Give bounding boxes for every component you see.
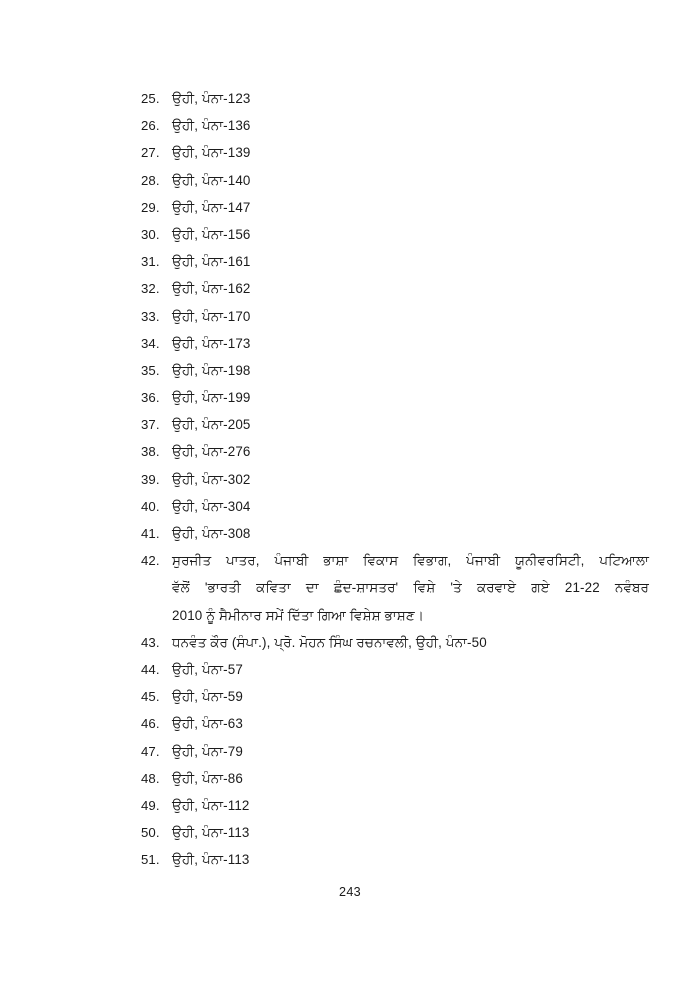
word: ਗਏ: [531, 580, 550, 596]
word: 'ਤੇ: [450, 580, 462, 596]
endnote-number: 33.: [141, 308, 160, 324]
endnote-text: ਉਹੀ, ਪੰਨਾ-136: [172, 118, 251, 134]
endnote-entry: [141, 303, 621, 330]
endnote-number: 46.: [141, 716, 160, 732]
endnote-entry: [141, 330, 621, 357]
endnote-number: 47.: [141, 743, 160, 759]
endnote-number: 35.: [141, 362, 160, 378]
endnote-text: ਉਹੀ, ਪੰਨਾ-205: [172, 417, 251, 433]
endnote-text: ਉਹੀ, ਪੰਨਾ-199: [172, 390, 251, 406]
endnote-entry: [141, 629, 621, 656]
endnote-number: 34.: [141, 335, 160, 351]
word: ਭਾਸ਼ਾ: [323, 553, 349, 569]
word: ਕਰਵਾਏ: [476, 580, 517, 596]
endnote-number: 27.: [141, 145, 160, 161]
endnote-number: 37.: [141, 417, 160, 433]
word: ਪਾਤਰ,: [225, 553, 260, 569]
endnote-number: 43.: [141, 634, 160, 650]
endnote-number: 41.: [141, 526, 160, 541]
endnote-number: 29.: [141, 199, 160, 215]
word: ਪੰਜਾਬੀ: [274, 553, 309, 569]
word: 21-22: [564, 580, 600, 596]
endnote-text: ਉਹੀ, ਪੰਨਾ-112: [172, 797, 250, 813]
endnote-entry: [141, 466, 621, 493]
word: ਸੁਰਜੀਤ: [172, 553, 212, 569]
endnote-text: ਉਹੀ, ਪੰਨਾ-59: [172, 689, 243, 705]
endnote-entry: [141, 683, 621, 710]
endnote-text: ਉਹੀ, ਪੰਨਾ-86: [172, 770, 243, 786]
endnote-entry: [141, 112, 621, 139]
word: ਵਿਭਾਗ,: [413, 553, 452, 569]
endnote-number: 25.: [141, 91, 160, 106]
word: ਵਿਸ਼ੇ: [413, 580, 436, 596]
endnote-text: ਉਹੀ, ਪੰਨਾ-162: [172, 281, 251, 297]
word: ਯੂਨੀਵਰਸਿਟੀ,: [515, 553, 585, 569]
endnote-text: ਉਹੀ, ਪੰਨਾ-276: [172, 444, 251, 460]
endnote-text: [172, 547, 649, 629]
page-number: 243: [339, 885, 361, 899]
endnote-number: 28.: [141, 172, 160, 188]
endnote-entry: [141, 846, 621, 873]
endnote-text-line: [172, 574, 649, 601]
endnote-text: ਉਹੀ, ਪੰਨਾ-308: [172, 526, 251, 541]
word: ਛੰਦ-ਸ਼ਾਸਤਰ': [333, 580, 399, 596]
endnote-entry: [141, 493, 621, 520]
endnote-number: 36.: [141, 390, 160, 406]
endnote-entry: [141, 819, 621, 846]
endnote-number: 39.: [141, 471, 160, 487]
word: ਪੰਜਾਬੀ: [466, 553, 501, 569]
endnote-entry: [141, 139, 621, 166]
word: ਦਾ: [305, 580, 319, 596]
endnote-number: 49.: [141, 797, 160, 813]
word: ਪਟਿਆਲਾ: [599, 553, 649, 569]
endnote-entry: [141, 738, 621, 765]
endnote-number: 32.: [141, 281, 160, 297]
endnote-entry: [141, 384, 621, 411]
endnote-number: 48.: [141, 770, 160, 786]
endnote-text: ਉਹੀ, ਪੰਨਾ-63: [172, 716, 243, 732]
endnote-text: ਉਹੀ, ਪੰਨਾ-123: [172, 91, 251, 106]
endnote-text: ਉਹੀ, ਪੰਨਾ-57: [172, 661, 243, 677]
word: ਵੱਲੋਂ: [172, 580, 190, 596]
endnote-text-line: [172, 547, 649, 574]
endnote-text: ਉਹੀ, ਪੰਨਾ-173: [172, 335, 251, 351]
endnote-entry: [141, 710, 621, 737]
endnote-text: ਧਨਵੰਤ ਕੌਰ (ਸੰਪਾ.), ਪ੍ਰੋ. ਮੋਹਨ ਸਿੰਘ ਰਚਨਾਵਲੀ, ਉਹੀ, ਪੰਨਾ-50: [172, 634, 487, 650]
endnote-entry: [141, 792, 621, 819]
endnote-entry: [141, 411, 621, 438]
endnote-number: 50.: [141, 825, 160, 841]
endnote-text: ਉਹੀ, ਪੰਨਾ-113: [172, 825, 250, 841]
endnote-text: ਉਹੀ, ਪੰਨਾ-156: [172, 226, 251, 242]
endnote-text: ਉਹੀ, ਪੰਨਾ-139: [172, 145, 251, 161]
endnote-text: ਉਹੀ, ਪੰਨਾ-113: [172, 852, 250, 868]
endnote-number: 31.: [141, 254, 160, 270]
endnote-entry: [141, 656, 621, 683]
word: ਕਵਿਤਾ: [256, 580, 291, 596]
endnote-number: 51.: [141, 852, 160, 868]
endnote-entry: [141, 85, 621, 112]
endnote-text: ਉਹੀ, ਪੰਨਾ-198: [172, 362, 251, 378]
endnote-text: ਉਹੀ, ਪੰਨਾ-170: [172, 308, 251, 324]
endnote-text-line: 2010 ਨੂੰ ਸੈਮੀਨਾਰ ਸਮੇਂ ਦਿੱਤਾ ਗਿਆ ਵਿਸ਼ੇਸ਼ ਭਾਸ਼ਣ।: [172, 607, 424, 623]
word: ਵਿਕਾਸ: [363, 553, 399, 569]
endnote-entry: [141, 221, 621, 248]
endnote-text: ਉਹੀ, ਪੰਨਾ-302: [172, 471, 251, 487]
endnote-number: 26.: [141, 118, 160, 134]
endnotes-list: [141, 85, 649, 873]
endnote-number: 40.: [141, 498, 160, 514]
endnote-text: ਉਹੀ, ਪੰਨਾ-147: [172, 199, 251, 215]
endnote-entry: [141, 547, 649, 629]
endnote-text: ਉਹੀ, ਪੰਨਾ-140: [172, 172, 251, 188]
endnote-entry: [141, 275, 621, 302]
endnote-number: 44.: [141, 661, 160, 677]
endnote-text: ਉਹੀ, ਪੰਨਾ-79: [172, 743, 243, 759]
endnote-number: 38.: [141, 444, 160, 460]
endnote-entry: [141, 248, 621, 275]
word: 'ਭਾਰਤੀ: [204, 580, 241, 596]
endnote-text: ਉਹੀ, ਪੰਨਾ-304: [172, 498, 251, 514]
endnote-entry: [141, 438, 621, 465]
endnote-number: 30.: [141, 226, 160, 242]
endnote-entry: [141, 520, 621, 547]
word: ਨਵੰਬਰ: [614, 580, 649, 596]
endnote-text: ਉਹੀ, ਪੰਨਾ-161: [172, 254, 251, 270]
endnote-entry: [141, 167, 621, 194]
endnote-entry: [141, 357, 621, 384]
endnote-entry: [141, 765, 621, 792]
endnote-number: 45.: [141, 689, 160, 705]
endnote-entry: [141, 194, 621, 221]
endnote-number: 42.: [141, 553, 160, 569]
